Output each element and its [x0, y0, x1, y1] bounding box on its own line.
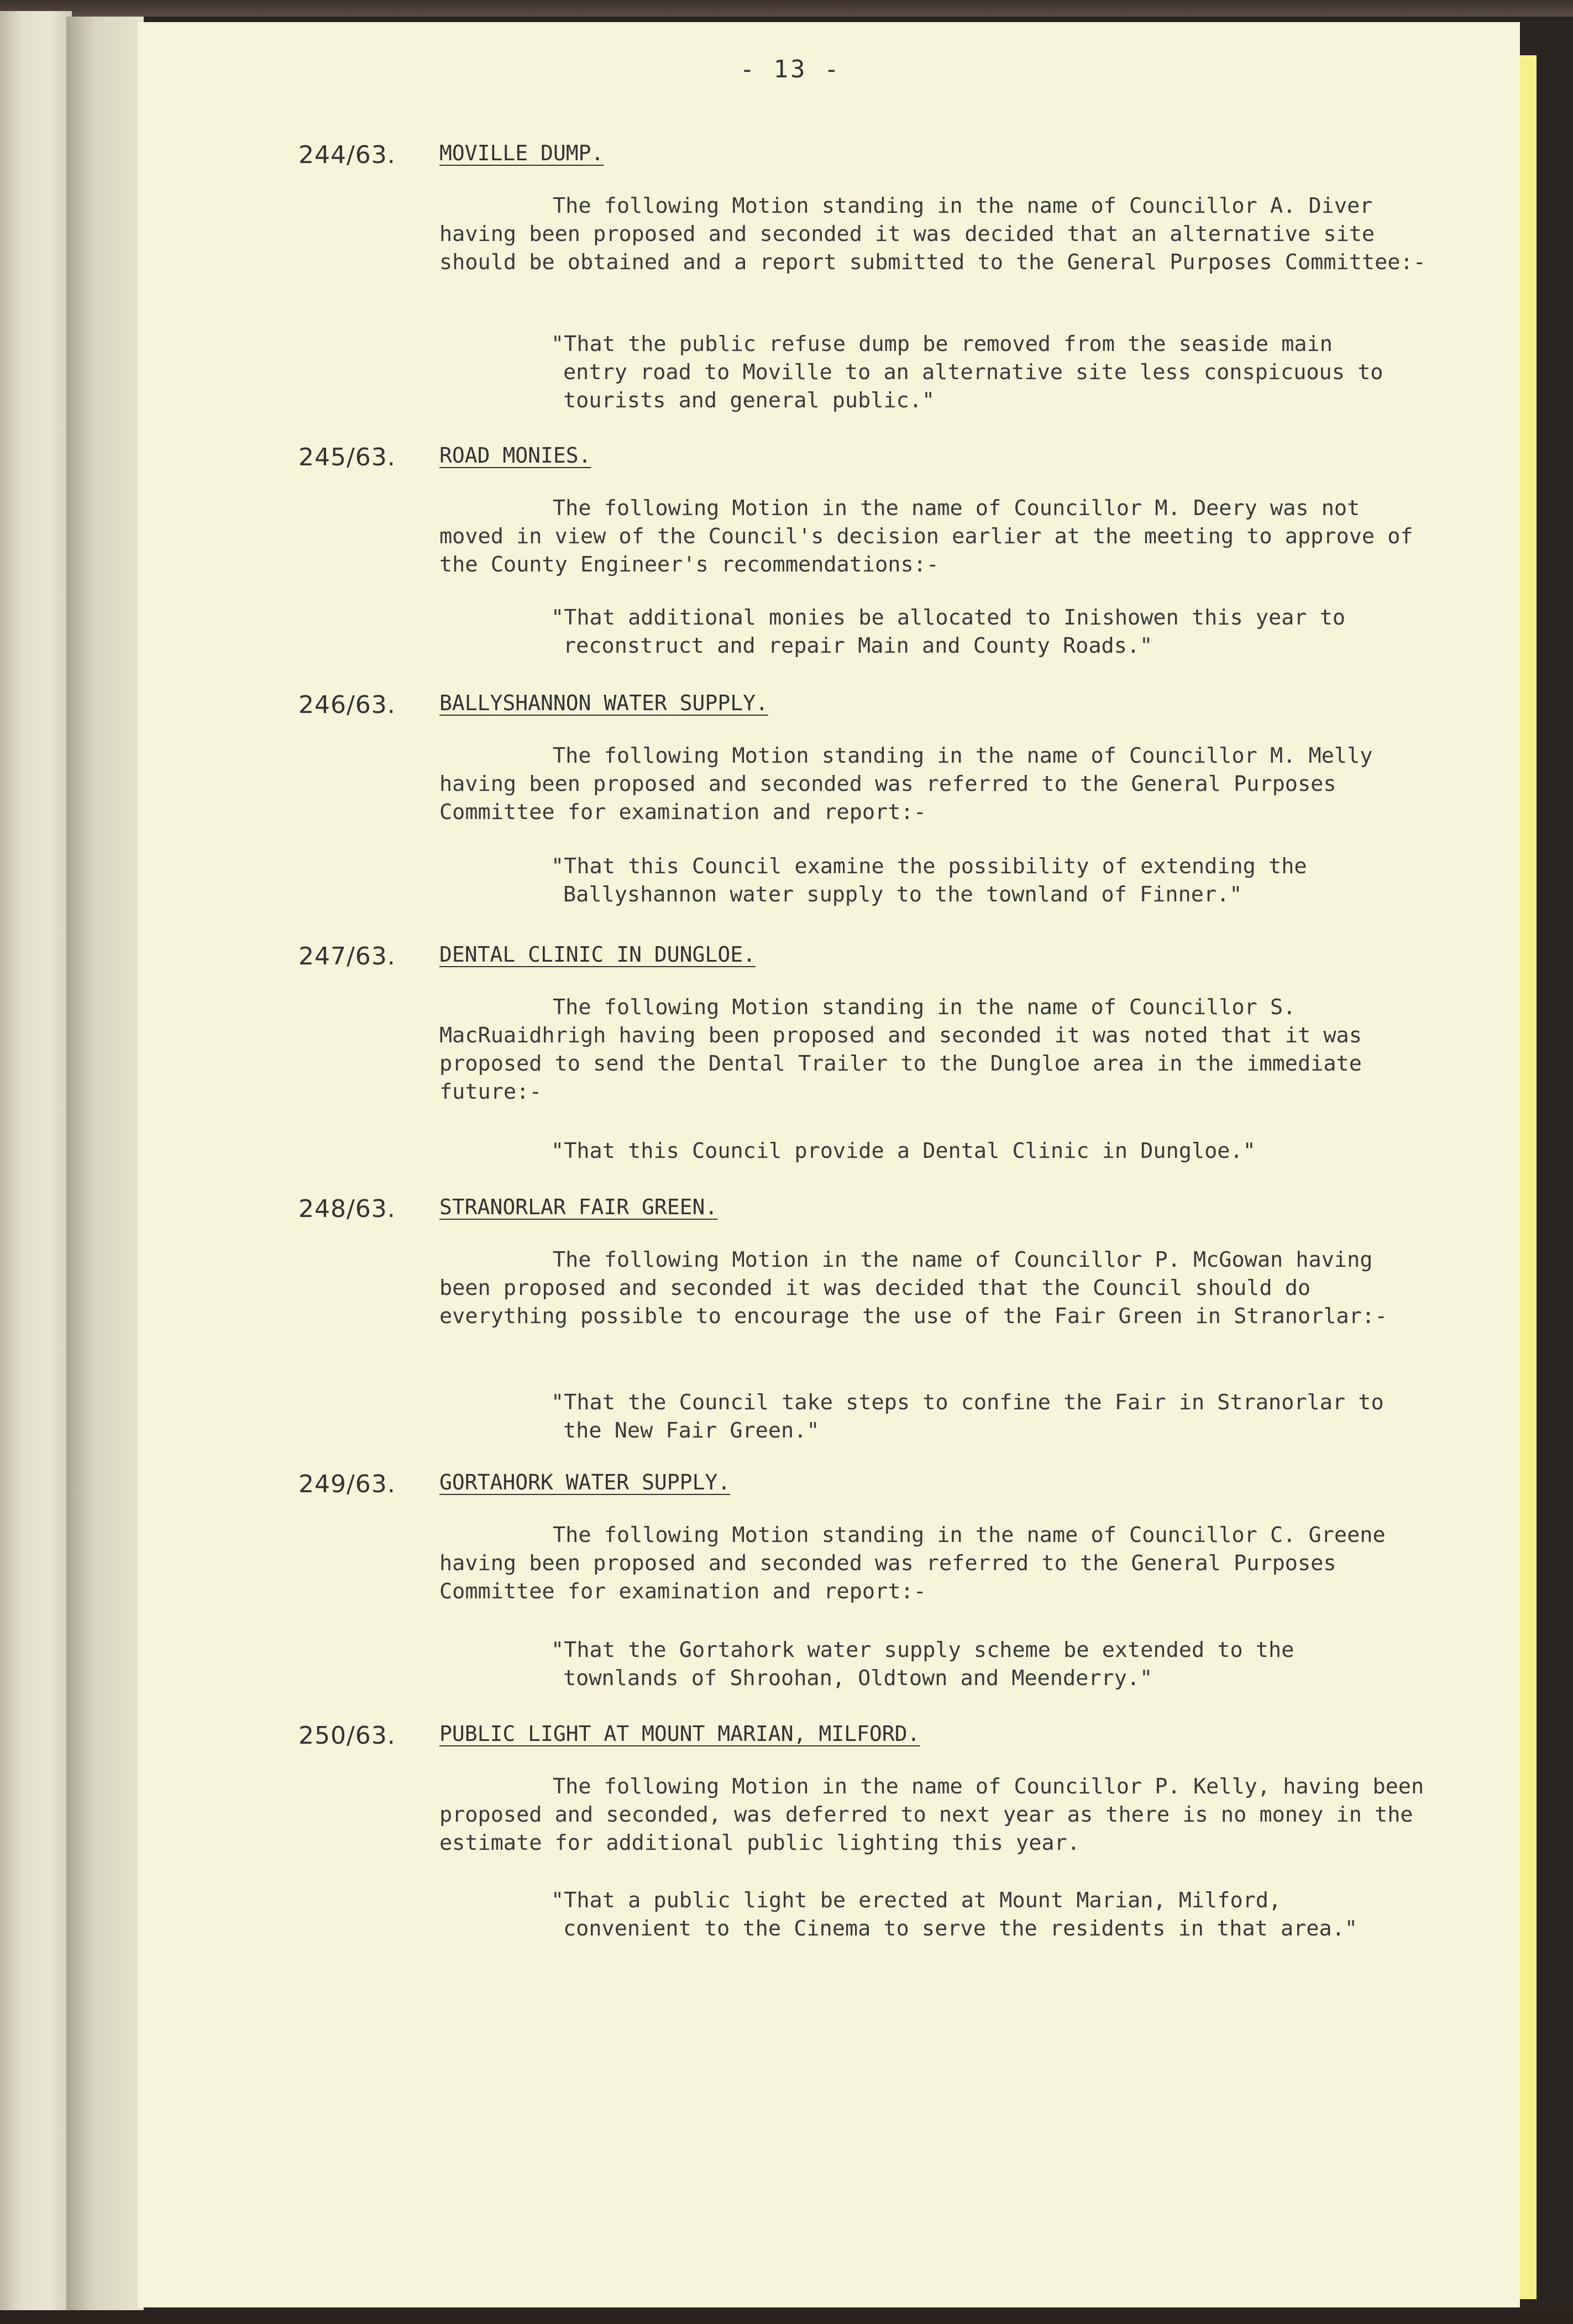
entry-heading: STRANORLAR FAIR GREEN.: [439, 1195, 718, 1219]
entry-heading: PUBLIC LIGHT AT MOUNT MARIAN, MILFORD.: [439, 1722, 920, 1746]
entry-number: 244/63.: [298, 141, 396, 169]
entry-heading: DENTAL CLINIC IN DUNGLOE.: [439, 942, 756, 967]
entry-number: 246/63.: [298, 691, 396, 719]
entry-paragraph: The following Motion standing in the name of Councillor C. Greene having been proposed and seconded was referred to the General Purposes Committee for examination and report:-: [439, 1523, 1386, 1604]
entry-number: 249/63.: [298, 1470, 396, 1498]
entry-paragraph: The following Motion standing in the name of Councillor S. MacRuaidhrigh having been proposed and seconded it was noted that it was proposed to send the Dental Trailer to the Dungloe area in the immediate future:-: [439, 995, 1362, 1104]
entry-motion-quote: "That a public light be erected at Mount Marian, Milford, convenient to the Cinema to serve the residents in that area.": [551, 1888, 1358, 1941]
entry-heading: GORTAHORK WATER SUPPLY.: [439, 1470, 731, 1494]
entry-paragraph: The following Motion standing in the name of Councillor M. Melly having been proposed and seconded was referred to the General Purposes Committee for examination and report:-: [439, 743, 1373, 825]
entry-motion-quote: "That the Gortahork water supply scheme be extended to the townlands of Shroohan, Oldtown and Meenderry.": [551, 1638, 1294, 1691]
entry-motion-quote: "That this Council provide a Dental Clinic in Dungloe.": [551, 1139, 1256, 1163]
entry-motion-quote: "That the Council take steps to confine the Fair in Stranorlar to the New Fair Green.": [551, 1390, 1384, 1443]
book-bottom-edge: [0, 2310, 1573, 2324]
page-number: - 13 -: [740, 55, 841, 83]
book-top-edge: [0, 0, 1573, 17]
entry-heading: ROAD MONIES.: [439, 443, 591, 468]
entry-paragraph: The following Motion standing in the name of Councillor A. Diver having been proposed and seconded it was decided that an alternative site should be obtained and a report submitted to the General Purposes Committee:-: [439, 193, 1426, 275]
left-page-edge: [0, 11, 72, 2313]
entry-motion-quote: "That this Council examine the possibility of extending the Ballyshannon water supply to the townland of Finner.": [551, 854, 1307, 907]
entry-heading: BALLYSHANNON WATER SUPPLY.: [439, 691, 768, 715]
entry-motion-quote: "That the public refuse dump be removed from the seaside main entry road to Moville to an alternative site less conspicuous to tourists and general public.": [551, 332, 1383, 413]
entry-number: 248/63.: [298, 1195, 396, 1223]
entry-number: 250/63.: [298, 1722, 396, 1750]
entry-number: 245/63.: [298, 443, 396, 471]
book-gutter: [66, 17, 144, 2310]
entry-paragraph: The following Motion in the name of Councillor M. Deery was not moved in view of the Council's decision earlier at the meeting to approve of the County Engineer's recommendations:-: [439, 496, 1413, 577]
entry-number: 247/63.: [298, 942, 396, 970]
entry-heading: MOVILLE DUMP.: [439, 141, 604, 165]
entry-motion-quote: "That additional monies be allocated to Inishowen this year to reconstruct and repair Main and County Roads.": [551, 605, 1346, 658]
entry-paragraph: The following Motion in the name of Councillor P. McGowan having been proposed and seconded it was decided that the Council should do everything possible to encourage the use of the Fair Green in Stranorlar:-: [439, 1247, 1388, 1329]
entry-paragraph: The following Motion in the name of Councillor P. Kelly, having been proposed and seconded, was deferred to next year as there is no money in the estimate for additional public lighting this year.: [439, 1774, 1424, 1855]
